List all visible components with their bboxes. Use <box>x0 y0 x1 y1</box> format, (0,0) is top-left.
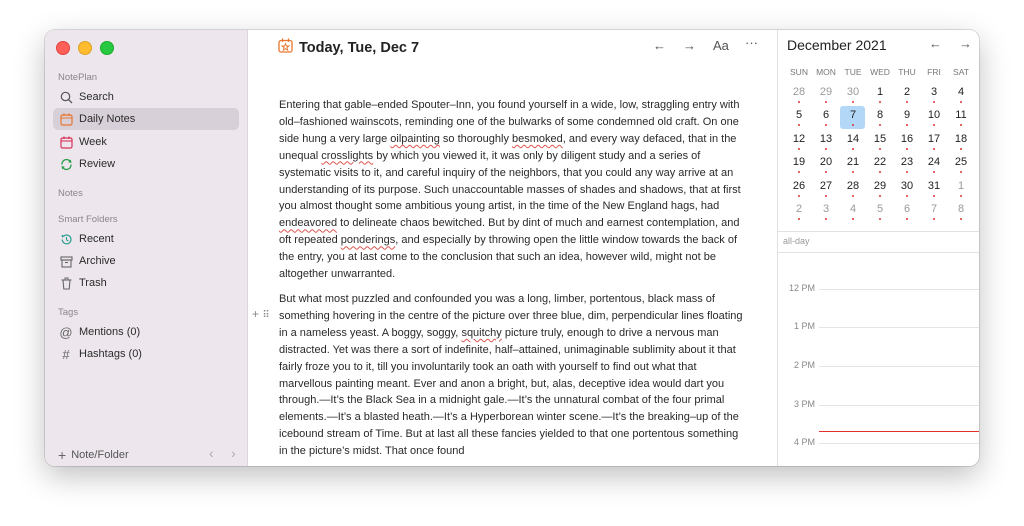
sidebar-item-search[interactable] <box>53 86 239 108</box>
event-dot <box>960 148 962 150</box>
text-run: picture truly, enough to drive a nervous man distracted. Yet was there a sort of indefinite, half–attained, unimaginable sublimity about it that fairly froze you to it, till you involuntarily took an oath with yourself to find out what that marvellous painting meant. Ever and anon a bright, but, alas, deceptive idea would dart you through.—It’s the Black Sea in a midnight gale.—It’s the unnatural combat of the four primal elements.—It’s a blasted heath.—It’s a Hyperborean winter scene.—It’s the breaking–up of the icebound stream of Time. But at last all these fancies yielded to that one portentous something in the picture’s midst. That once found <box>279 326 739 458</box>
event-dot <box>933 101 935 103</box>
traffic-lights <box>56 41 114 55</box>
event-dot <box>879 218 881 220</box>
calendar-day[interactable]: 19 <box>792 156 806 168</box>
event-dot <box>960 124 962 126</box>
weekday-label: FRI <box>927 67 941 77</box>
misspelled-word[interactable]: oilpainting <box>390 132 440 145</box>
event-dot <box>933 195 935 197</box>
event-dot <box>906 171 908 173</box>
paragraph <box>279 291 745 460</box>
event-dot <box>879 101 881 103</box>
text-run: , and especially by throwing open the little window towards the back of the entry, you at last come to the conclusion that such an idea, however wild, might not be altogether unwarranted. <box>279 234 738 281</box>
sidebar-item-label: Trash <box>79 277 107 289</box>
app-window <box>45 30 979 466</box>
current-time-line <box>819 431 979 432</box>
calendar-day[interactable]: 8 <box>957 203 965 215</box>
calendar-day[interactable]: 27 <box>819 180 833 192</box>
event-dot <box>879 171 881 173</box>
chevron-right-icon[interactable]: › <box>231 445 236 461</box>
event-dot <box>852 124 854 126</box>
calendar-day[interactable]: 30 <box>846 86 860 98</box>
calendar-day[interactable]: 13 <box>819 133 833 145</box>
prev-month-arrow-icon[interactable]: ← <box>929 36 942 51</box>
sidebar-item-label: Daily Notes <box>79 113 136 125</box>
event-dot <box>798 101 800 103</box>
calendar-day[interactable]: 12 <box>792 133 806 145</box>
event-dot <box>798 171 800 173</box>
calendar-day[interactable]: 5 <box>795 109 803 121</box>
trash-icon <box>59 276 73 290</box>
calendar-day[interactable]: 25 <box>954 156 968 168</box>
calendar-day[interactable]: 29 <box>819 86 833 98</box>
text-run: Entering that gable–ended Spouter–Inn, you found yourself in a wide, low, straggling entry with old–fashioned wainscots, reminding one of the bulwarks of some condemned old craft. On one side hung a very large <box>279 99 740 145</box>
calendar-day[interactable]: 3 <box>822 203 830 215</box>
event-dot <box>906 124 908 126</box>
hour-gridline <box>819 443 979 444</box>
back-arrow-icon[interactable]: ← <box>653 38 666 53</box>
calendar-day[interactable]: 28 <box>792 86 806 98</box>
refresh-icon <box>59 157 73 171</box>
event-dot <box>825 101 827 103</box>
misspelled-word[interactable]: squitchy <box>461 326 502 339</box>
calendar-day[interactable]: 11 <box>955 109 967 121</box>
sidebar <box>45 30 248 466</box>
calendar-day[interactable]: 20 <box>819 156 833 168</box>
drag-handle-icon[interactable]: ⠿ <box>262 310 270 321</box>
event-dot <box>852 195 854 197</box>
calendar-day[interactable]: 1 <box>957 180 965 192</box>
calendar-day[interactable]: 14 <box>846 133 860 145</box>
event-dot <box>879 195 881 197</box>
event-dot <box>960 101 962 103</box>
sidebar-item-mentions[interactable] <box>53 321 239 343</box>
calendar-star-icon <box>59 112 73 126</box>
text-run: by which you viewed it, it was only by diligent study and a series of systematic visits to it, and careful inquiry of the neighbors, that you could any way arrive at an understanding of its purpose. Such unaccountable masses of shades and shadows, that at first you almost thought some ambitious young artist, in the time of the New England hags, had <box>279 149 741 213</box>
hour-gridline <box>819 366 979 367</box>
text-run: , and every way defaced, that in the unequal <box>279 132 737 162</box>
calendar-day[interactable]: 24 <box>927 156 941 168</box>
calendar-day[interactable]: 7 <box>849 109 857 121</box>
hour-label: 3 PM <box>793 399 815 409</box>
minimize-window-button[interactable] <box>78 41 92 55</box>
calendar-day[interactable]: 4 <box>957 86 965 98</box>
event-dot <box>852 218 854 220</box>
at-sign-icon: @ <box>59 324 73 340</box>
calendar-day[interactable]: 21 <box>846 156 860 168</box>
event-dot <box>906 218 908 220</box>
event-dot <box>852 171 854 173</box>
calendar-day[interactable]: 17 <box>927 133 941 145</box>
hashtag-icon: # <box>62 346 70 362</box>
app-name-heading: NotePlan <box>58 72 98 83</box>
event-dot <box>933 171 935 173</box>
calendar-day[interactable]: 1 <box>876 86 884 98</box>
hour-gridline <box>819 327 979 328</box>
text-run: so thoroughly <box>439 132 512 145</box>
new-note-folder-label: Note/Folder <box>71 449 129 461</box>
event-dot <box>879 124 881 126</box>
all-day-row <box>778 231 979 253</box>
calendar-star-icon <box>278 38 293 57</box>
calendar-day[interactable]: 5 <box>876 203 884 215</box>
calendar-day[interactable]: 16 <box>900 133 914 145</box>
font-size-button[interactable]: Aa <box>713 38 729 53</box>
all-day-label: all-day <box>783 236 810 246</box>
event-dot <box>879 148 881 150</box>
calendar-day[interactable]: 9 <box>903 109 911 121</box>
note-body[interactable] <box>279 97 745 466</box>
sidebar-item-daily-notes[interactable] <box>53 108 239 130</box>
sidebar-item-recent[interactable] <box>53 228 239 250</box>
calendar-day[interactable]: 7 <box>930 203 938 215</box>
event-dot <box>825 171 827 173</box>
event-dot <box>906 195 908 197</box>
hour-label: 1 PM <box>793 321 815 331</box>
sidebar-item-label: Review <box>79 158 116 170</box>
sidebar-item-week[interactable] <box>53 131 239 153</box>
next-month-arrow-icon[interactable]: → <box>959 36 972 51</box>
sidebar-item-label: Hashtags (0) <box>79 348 142 360</box>
hour-label: 2 PM <box>793 360 815 370</box>
weekday-label: SAT <box>953 67 969 77</box>
sidebar-item-trash[interactable] <box>53 272 239 294</box>
calendar-day[interactable]: 29 <box>873 180 887 192</box>
sidebar-item-label: Mentions (0) <box>79 326 141 338</box>
hour-gridline <box>819 289 979 290</box>
weekday-label: MON <box>816 67 836 77</box>
hour-label: 4 PM <box>793 437 815 447</box>
misspelled-word[interactable]: crosslights <box>321 149 374 162</box>
event-dot <box>825 195 827 197</box>
text-run: But what most puzzled and confounded you was a long, limber, portentous, black mass of something hovering in the centre of the picture over three blue, dim, perpendicular lines floating in a nameless yeast. A boggy, soggy, <box>279 292 743 339</box>
weekday-label: SUN <box>790 67 808 77</box>
history-icon <box>59 232 73 246</box>
event-dot <box>798 124 800 126</box>
sidebar-item-hashtags[interactable] <box>53 343 239 365</box>
event-dot <box>960 218 962 220</box>
misspelled-word[interactable]: besmoked <box>512 132 563 145</box>
calendar-icon <box>59 135 73 149</box>
search-icon <box>59 90 73 104</box>
hour-gridline <box>819 405 979 406</box>
calendar-month-title: December 2021 <box>787 37 887 53</box>
weekday-label: THU <box>898 67 916 77</box>
note-header <box>278 38 419 57</box>
archive-icon <box>59 254 73 268</box>
event-dot <box>825 148 827 150</box>
weekday-label: TUE <box>844 67 862 77</box>
event-dot <box>906 148 908 150</box>
event-dot <box>798 148 800 150</box>
event-dot <box>798 218 800 220</box>
event-dot <box>825 218 827 220</box>
calendar-day[interactable]: 22 <box>873 156 887 168</box>
calendar-day[interactable]: 23 <box>900 156 914 168</box>
event-dot <box>852 101 854 103</box>
close-window-button[interactable] <box>56 41 70 55</box>
paragraph-handle[interactable] <box>252 307 270 321</box>
notes-section-heading: Notes <box>58 188 83 199</box>
event-dot <box>960 195 962 197</box>
calendar-day[interactable]: 18 <box>954 133 968 145</box>
editor-pane <box>248 30 776 466</box>
event-dot <box>852 148 854 150</box>
weekday-label: WED <box>870 67 890 77</box>
sidebar-item-label: Archive <box>79 255 116 267</box>
add-block-icon[interactable]: + <box>252 307 260 321</box>
new-note-folder-button[interactable] <box>58 447 129 463</box>
calendar-day[interactable]: 6 <box>903 203 911 215</box>
page-title: Today, Tue, Dec 7 <box>299 39 420 56</box>
forward-arrow-icon[interactable]: → <box>683 38 696 53</box>
calendar-day[interactable]: 2 <box>903 86 911 98</box>
calendar-day[interactable]: 6 <box>822 109 830 121</box>
calendar-day[interactable]: 4 <box>849 203 857 215</box>
chevron-left-icon[interactable]: ‹ <box>209 445 214 461</box>
sidebar-item-archive[interactable] <box>53 250 239 272</box>
calendar-day[interactable]: 30 <box>900 180 914 192</box>
calendar-pane <box>777 30 979 466</box>
plus-icon: + <box>58 447 67 463</box>
zoom-window-button[interactable] <box>100 41 114 55</box>
event-dot <box>798 195 800 197</box>
sidebar-item-review[interactable] <box>53 153 239 175</box>
calendar-day[interactable]: 26 <box>792 180 806 192</box>
sidebar-item-label: Week <box>79 136 107 148</box>
event-dot <box>933 148 935 150</box>
paragraph <box>279 97 745 283</box>
more-options-button[interactable]: ··· <box>745 35 758 50</box>
calendar-day[interactable]: 15 <box>873 133 887 145</box>
event-dot <box>960 171 962 173</box>
sidebar-item-label: Search <box>79 91 114 103</box>
sidebar-item-label: Recent <box>79 233 114 245</box>
calendar-day[interactable]: 3 <box>930 86 938 98</box>
tags-heading: Tags <box>58 307 79 318</box>
misspelled-word[interactable]: ponderings <box>340 234 396 247</box>
calendar-day[interactable]: 10 <box>927 109 941 121</box>
event-dot <box>906 101 908 103</box>
misspelled-word[interactable]: endeavored <box>279 217 338 230</box>
hour-label: 12 PM <box>788 283 815 293</box>
calendar-day[interactable]: 8 <box>876 109 884 121</box>
text-run: to delineate chaos bewitched. But by dint of much and earnest contemplation, and oft repeated <box>279 217 740 247</box>
smart-folders-heading: Smart Folders <box>58 214 118 225</box>
calendar-day[interactable]: 28 <box>846 180 860 192</box>
event-dot <box>933 218 935 220</box>
calendar-day[interactable]: 2 <box>795 203 803 215</box>
event-dot <box>933 124 935 126</box>
calendar-day[interactable]: 31 <box>927 180 941 192</box>
event-dot <box>825 124 827 126</box>
